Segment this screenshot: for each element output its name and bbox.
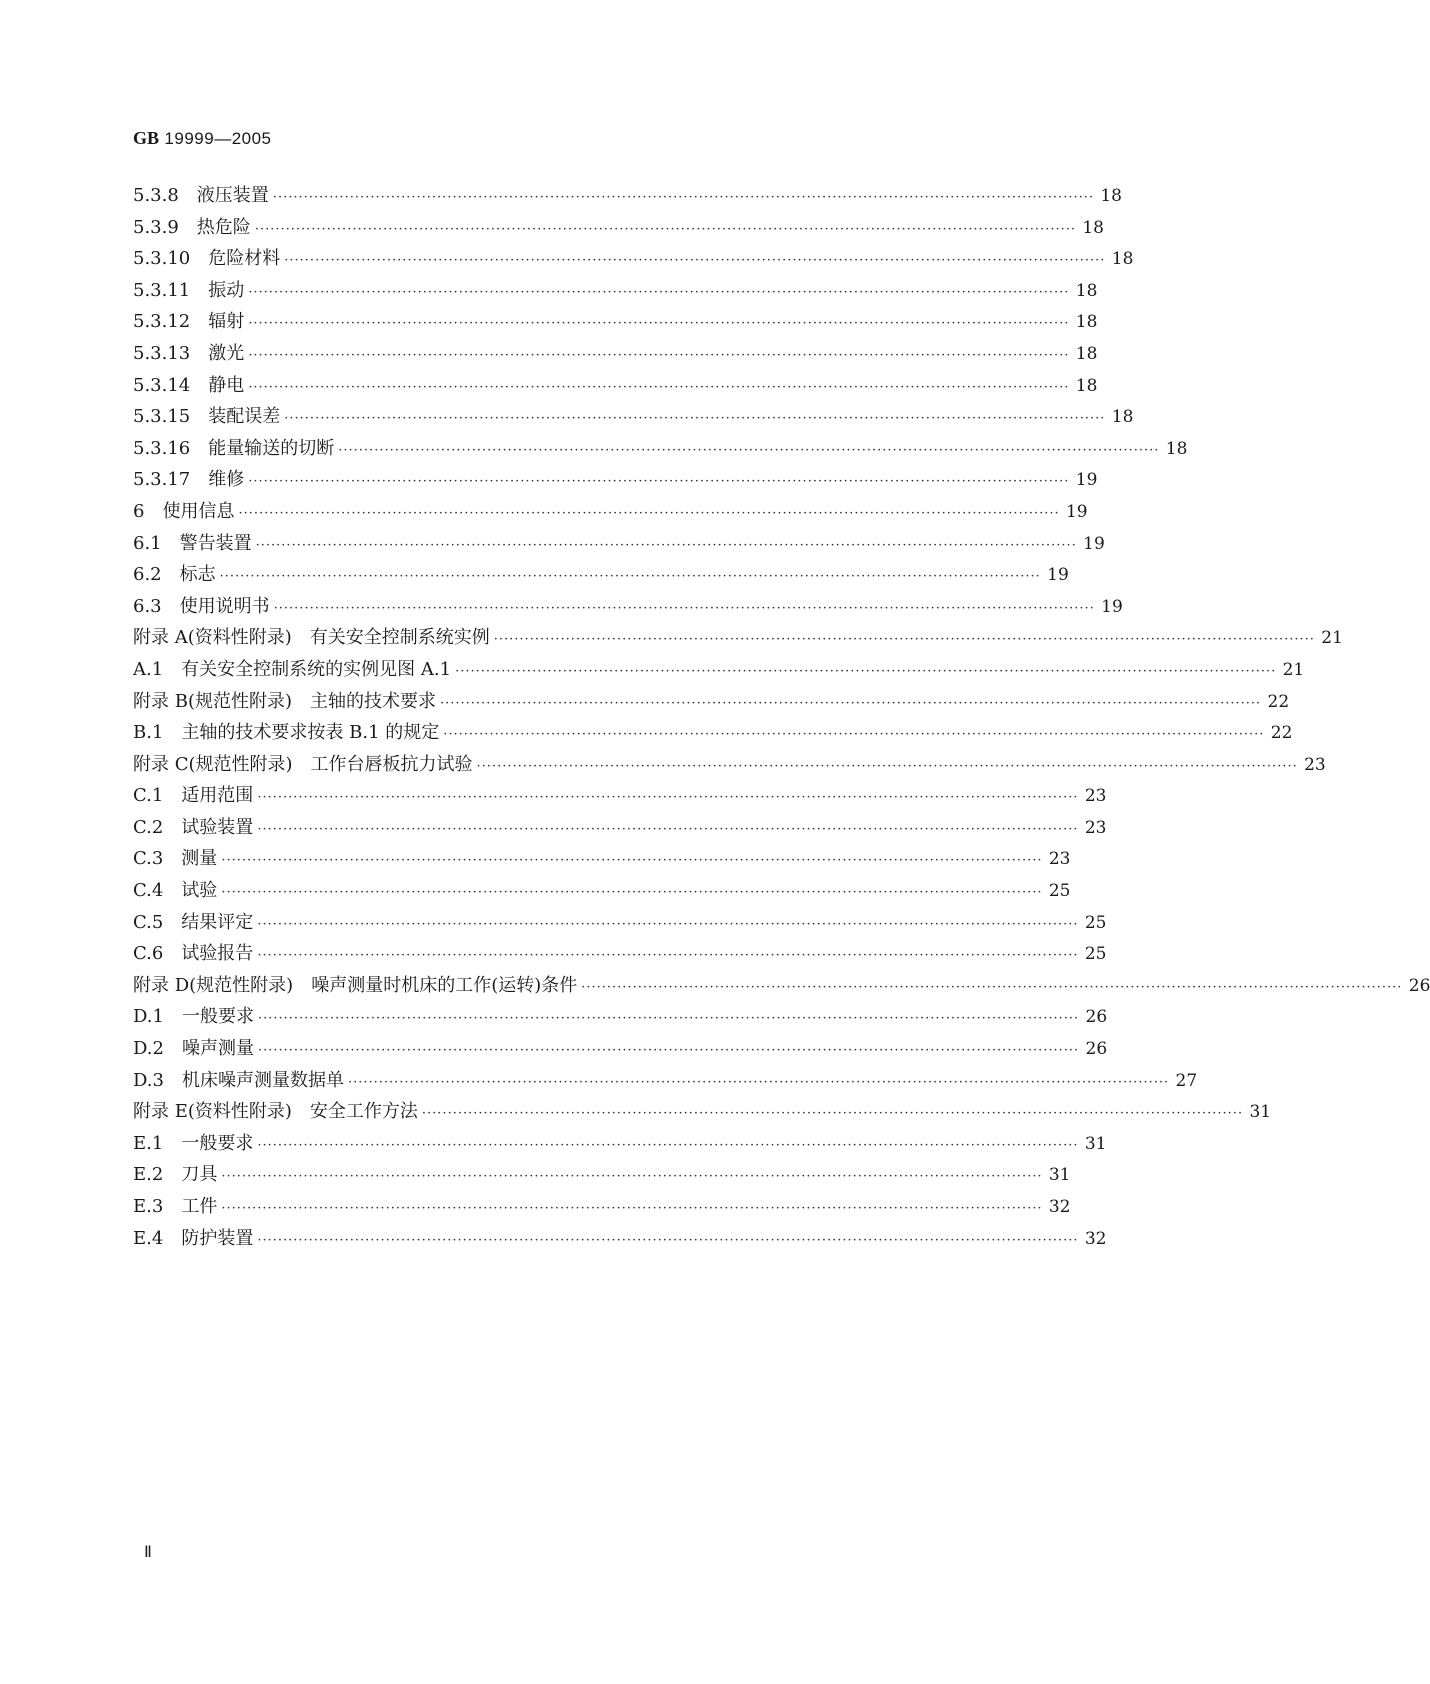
toc-dot-leader: ································································································································································ <box>257 790 1079 806</box>
toc-dot-leader: ································································································································································ <box>248 474 1070 490</box>
toc-entry-page: 19 <box>1083 533 1105 554</box>
toc-dot-leader: ································································································································································ <box>254 221 1076 237</box>
toc-entry <box>133 1224 1107 1256</box>
toc-entry-title: D.2 噪声测量 <box>133 1038 254 1060</box>
toc-dot-leader: ································································································································································ <box>476 758 1298 774</box>
toc-dot-leader: ································································································································································ <box>221 853 1043 869</box>
toc-entry <box>133 939 1107 971</box>
toc-entry-page: 18 <box>1075 343 1098 364</box>
toc-dot-leader: ································································································································································ <box>338 442 1160 458</box>
toc-entry <box>133 813 1107 845</box>
toc-entry <box>133 1160 1071 1192</box>
toc-dot-leader: ································································································································································ <box>221 1201 1043 1216</box>
toc-dot-leader: ································································································································································ <box>284 411 1106 427</box>
toc-entry-title: 6 使用信息 <box>133 500 235 522</box>
toc-dot-leader: ································································································································································ <box>221 885 1043 901</box>
toc-entry <box>133 1097 1272 1129</box>
toc-entry <box>133 908 1107 940</box>
toc-entry-page: 23 <box>1084 786 1107 807</box>
toc-dot-leader: ································································································································································ <box>255 537 1077 553</box>
toc-entry-title: E.2 刀具 <box>133 1164 218 1186</box>
toc-entry-title: 6.3 使用说明书 <box>133 595 270 617</box>
toc-entry-page: 18 <box>1082 217 1104 238</box>
page-number: Ⅱ <box>144 1544 152 1561</box>
toc-dot-leader: ································································································································································ <box>440 695 1262 711</box>
toc-entry-title: 5.3.17 维修 <box>133 469 245 491</box>
toc-entry <box>133 276 1098 308</box>
toc-entry-title: 附录 A(资料性附录) 有关安全控制系统实例 <box>133 627 490 649</box>
toc-entry-title: D.3 机床噪声测量数据单 <box>133 1069 344 1091</box>
toc-entry <box>133 1002 1108 1034</box>
toc-dot-leader: ································································································································································ <box>257 1137 1079 1153</box>
toc-dot-leader: ································································································································································ <box>443 727 1265 743</box>
toc-entry <box>133 718 1293 750</box>
toc-entry <box>133 655 1305 687</box>
toc-entry-page: 19 <box>1047 565 1069 586</box>
toc-entry-title: E.4 防护装置 <box>133 1227 254 1249</box>
toc-entry-title: 5.3.13 激光 <box>133 342 245 364</box>
toc-entry <box>133 244 1134 276</box>
toc-entry-page: 21 <box>1282 659 1305 680</box>
toc-entry-title: D.1 一般要求 <box>133 1006 254 1028</box>
toc-entry-title: C.2 试验装置 <box>133 816 254 838</box>
toc-entry-page: 23 <box>1048 849 1071 870</box>
toc-entry-title: C.4 试验 <box>133 880 218 902</box>
toc-entry-page: 22 <box>1270 723 1293 744</box>
toc-entry-page: 25 <box>1048 881 1071 902</box>
toc-entry-page: 27 <box>1175 1070 1198 1091</box>
toc-entry <box>133 1034 1108 1066</box>
toc-entry-page: 19 <box>1075 470 1098 491</box>
toc-entry-page: 18 <box>1111 249 1134 270</box>
toc-entry-page: 18 <box>1165 438 1188 459</box>
toc-dot-leader: ································································································································································ <box>238 505 1060 521</box>
toc-entry-page: 25 <box>1084 912 1107 933</box>
toc-entry-title: E.3 工件 <box>133 1196 218 1217</box>
toc-entry-title: C.1 适用范围 <box>133 785 254 807</box>
toc-entry <box>133 592 1123 624</box>
toc-entry <box>133 623 1343 655</box>
toc-dot-leader: ································································································································································ <box>273 600 1095 616</box>
toc-entry-page: 26 <box>1408 975 1430 996</box>
toc-entry-page: 26 <box>1085 1039 1108 1060</box>
toc-entry <box>133 1192 1071 1224</box>
toc-dot-leader: ································································································································································ <box>257 1011 1080 1027</box>
toc-entry <box>133 402 1134 434</box>
toc-entry <box>133 529 1105 561</box>
toc-dot-leader: ································································································································································ <box>347 1074 1170 1090</box>
toc-entry-title: 6.1 警告装置 <box>133 532 252 554</box>
toc-dot-leader: ································································································································································ <box>221 1169 1043 1185</box>
toc-dot-leader: ································································································································································ <box>257 1232 1079 1248</box>
toc-entry-title: 5.3.10 危险材料 <box>133 248 281 270</box>
toc-entry-page: 19 <box>1101 596 1123 617</box>
toc-entry-page: 18 <box>1075 312 1098 333</box>
toc-entry-title: 附录 B(规范性附录) 主轴的技术要求 <box>133 690 436 712</box>
toc-entry-page: 23 <box>1084 817 1107 838</box>
toc-entry-page: 25 <box>1084 944 1107 965</box>
toc-entry-title: 5.3.11 振动 <box>133 279 245 301</box>
toc-entry-page: 31 <box>1084 1133 1107 1154</box>
toc-entry-page: 22 <box>1267 691 1290 712</box>
toc-entry-page: 31 <box>1048 1165 1071 1186</box>
toc-dot-leader: ································································································································································ <box>421 1106 1244 1122</box>
toc-entry <box>133 876 1071 908</box>
toc-dot-leader: ································································································································································ <box>257 1043 1080 1059</box>
toc-entry <box>133 339 1098 371</box>
toc-entry-title: 附录 C(规范性附录) 工作台唇板抗力试验 <box>133 753 473 775</box>
toc-dot-leader: ································································································································································ <box>455 663 1277 679</box>
toc-entry-title: B.1 主轴的技术要求按表 B.1 的规定 <box>133 722 440 744</box>
table-of-contents <box>133 181 1430 1255</box>
toc-entry <box>133 434 1188 466</box>
toc-entry-page: 18 <box>1111 407 1134 428</box>
toc-dot-leader: ································································································································································ <box>272 190 1094 205</box>
toc-entry-title: 5.3.15 装配误差 <box>133 406 281 428</box>
toc-entry-title: C.5 结果评定 <box>133 911 254 933</box>
toc-entry <box>133 687 1290 719</box>
toc-entry-title: 6.2 标志 <box>133 564 216 586</box>
toc-entry <box>133 307 1098 339</box>
toc-entry-title: C.3 测量 <box>133 848 218 870</box>
toc-entry <box>133 560 1069 592</box>
toc-entry-title: 5.3.12 辐射 <box>133 311 245 333</box>
standard-code: 19999—2005 <box>164 129 272 148</box>
toc-dot-leader: ································································································································································ <box>248 379 1070 395</box>
toc-dot-leader: ································································································································································ <box>257 821 1079 837</box>
toc-entry <box>133 1066 1198 1098</box>
toc-dot-leader: ································································································································································ <box>248 316 1070 332</box>
toc-entry <box>133 213 1104 245</box>
document-header <box>133 128 272 149</box>
toc-entry-page: 32 <box>1048 1197 1071 1217</box>
toc-entry-page: 18 <box>1075 280 1098 301</box>
toc-entry-title: A.1 有关安全控制系统的实例见图 A.1 <box>133 658 452 680</box>
toc-entry <box>133 371 1098 403</box>
toc-dot-leader: ································································································································································ <box>257 916 1079 932</box>
toc-entry <box>133 750 1326 782</box>
toc-dot-leader: ································································································································································ <box>219 569 1041 585</box>
toc-entry-title: 5.3.9 热危险 <box>133 216 251 238</box>
toc-entry-page: 18 <box>1100 186 1122 206</box>
toc-entry-title: 附录 D(规范性附录) 噪声测量时机床的工作(运转)条件 <box>133 974 578 996</box>
toc-entry-title: C.6 试验报告 <box>133 943 254 965</box>
toc-entry-page: 21 <box>1321 628 1343 649</box>
toc-entry <box>133 781 1107 813</box>
toc-entry-title: 5.3.14 静电 <box>133 374 245 396</box>
standard-prefix: GB <box>133 128 160 148</box>
toc-entry-page: 31 <box>1249 1102 1272 1123</box>
toc-entry <box>133 844 1071 876</box>
toc-entry <box>133 181 1122 213</box>
toc-dot-leader: ································································································································································ <box>581 979 1403 995</box>
toc-entry-title: 5.3.8 液压装置 <box>133 185 269 206</box>
toc-entry-page: 23 <box>1304 754 1326 775</box>
toc-entry-page: 32 <box>1084 1228 1107 1249</box>
toc-dot-leader: ································································································································································ <box>257 948 1079 964</box>
toc-dot-leader: ································································································································································ <box>248 284 1070 300</box>
toc-dot-leader: ································································································································································ <box>284 253 1106 269</box>
toc-entry-title: E.1 一般要求 <box>133 1132 254 1154</box>
toc-dot-leader: ································································································································································ <box>493 632 1315 648</box>
toc-entry <box>133 497 1088 529</box>
toc-entry-page: 19 <box>1065 501 1088 522</box>
toc-entry <box>133 971 1430 1003</box>
toc-entry-page: 26 <box>1085 1007 1108 1028</box>
toc-dot-leader: ································································································································································ <box>248 347 1070 363</box>
toc-entry-title: 附录 E(资料性附录) 安全工作方法 <box>133 1101 418 1123</box>
toc-entry-title: 5.3.16 能量输送的切断 <box>133 437 335 459</box>
toc-entry <box>133 1129 1107 1161</box>
toc-entry-page: 18 <box>1075 375 1098 396</box>
toc-entry <box>133 465 1098 497</box>
